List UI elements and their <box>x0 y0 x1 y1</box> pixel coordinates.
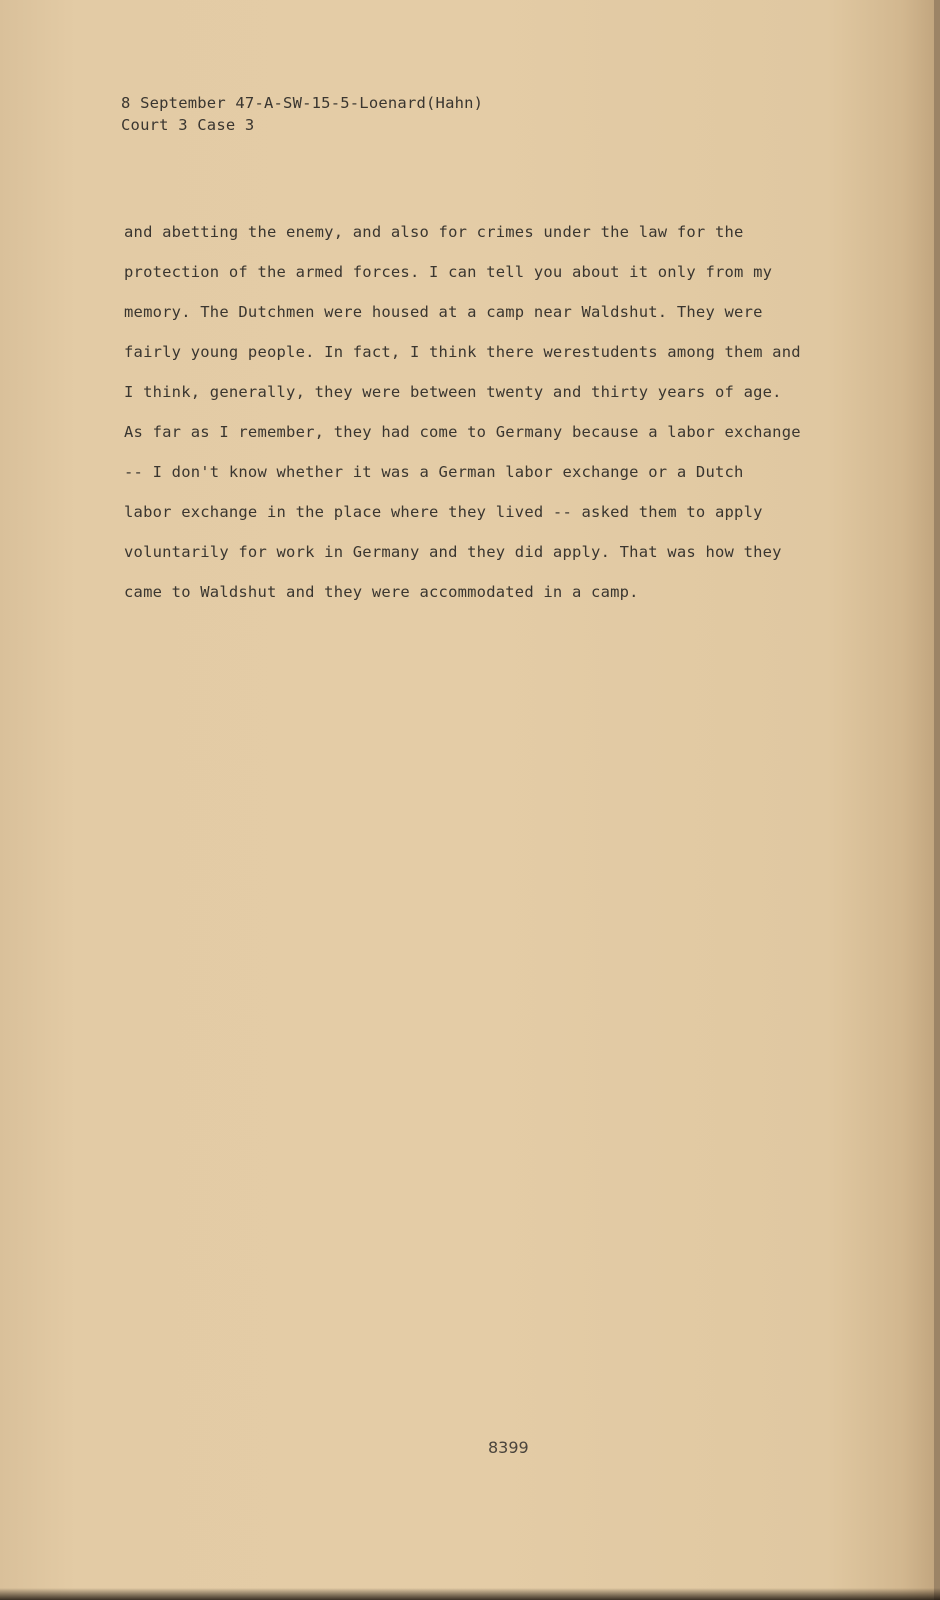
body-line: voluntarily for work in Germany and they did apply. That was how they <box>124 543 782 561</box>
body-line: memory. The Dutchmen were housed at a camp near Waldshut. They were <box>124 303 763 321</box>
header-court-case: Court 3 Case 3 <box>121 116 255 134</box>
transcript-body <box>124 212 801 612</box>
header-date-reference: 8 September 47-A-SW-15-5-Loenard(Hahn) <box>121 94 484 112</box>
scan-bottom-edge <box>0 1588 940 1600</box>
body-line: labor exchange in the place where they lived -- asked them to apply <box>124 503 763 521</box>
body-line: came to Waldshut and they were accommodated in a camp. <box>124 583 639 601</box>
body-line: -- I don't know whether it was a German labor exchange or a Dutch <box>124 463 744 481</box>
body-line: I think, generally, they were between twenty and thirty years of age. <box>124 383 782 401</box>
body-line: and abetting the enemy, and also for crimes under the law for the <box>124 223 744 241</box>
page-edge-shadow <box>934 0 940 1600</box>
body-line: protection of the armed forces. I can tell you about it only from my <box>124 263 773 281</box>
page-number: 8399 <box>488 1438 529 1457</box>
document-header <box>121 92 483 136</box>
body-line: fairly young people. In fact, I think there werestudents among them and <box>124 343 801 361</box>
body-line: As far as I remember, they had come to Germany because a labor exchange <box>124 423 801 441</box>
